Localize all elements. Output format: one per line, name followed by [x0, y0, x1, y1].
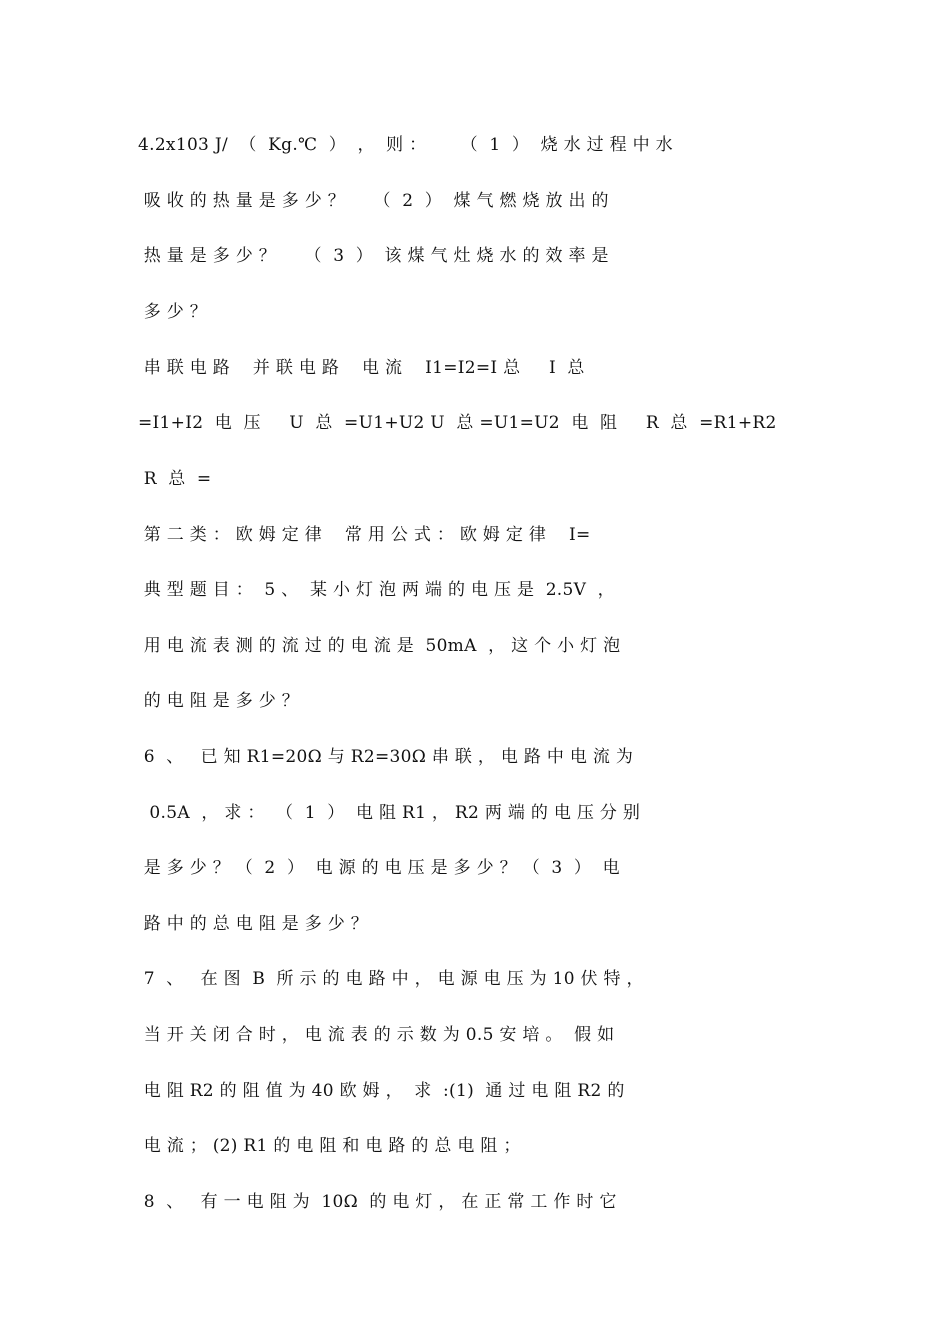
text-line-11: 的 电 阻 是 多 少 ？	[138, 691, 300, 711]
text-line-8: 第 二 类 ： 欧 姆 定 律 常 用 公 式 ： 欧 姆 定 律 I=	[138, 525, 591, 545]
text-line-13: 0.5A ， 求 ： （ 1 ） 电 阻 R1 ， R2 两 端 的 电 压 分 别	[138, 803, 641, 823]
text-line-16: 7 、 在 图 B 所 示 的 电 路 中 ， 电 源 电 压 为 10 伏 特 ，	[138, 969, 644, 989]
text-line-1: 4.2x103 J/ （ Kg.℃ ） ， 则 ： （ 1 ） 烧 水 过 程 中 水	[138, 135, 673, 155]
text-line-6: =I1+I2 电 压 U 总 =U1+U2 U 总 =U1=U2 电 阻 R 总 =R1+R2	[138, 413, 777, 433]
text-line-3: 热 量 是 多 少 ？ （ 3 ） 该 煤 气 灶 烧 水 的 效 率 是	[138, 246, 609, 266]
text-line-15: 路 中 的 总 电 阻 是 多 少 ？	[138, 914, 369, 934]
text-line-17: 当 开 关 闭 合 时 ， 电 流 表 的 示 数 为 0.5 安 培 。 假 如	[138, 1025, 615, 1045]
text-line-2: 吸 收 的 热 量 是 多 少 ？ （ 2 ） 煤 气 燃 烧 放 出 的	[138, 191, 609, 211]
text-line-12: 6 、 已 知 R1=20Ω 与 R2=30Ω 串 联 ， 电 路 中 电 流 为	[138, 747, 634, 767]
text-line-7: R 总 =	[138, 469, 212, 489]
text-line-19: 电 流 ； (2) R1 的 电 阻 和 电 路 的 总 电 阻 ；	[138, 1136, 521, 1156]
text-line-4: 多 少 ？	[138, 302, 208, 322]
text-line-9: 典 型 题 目 ： 5 、 某 小 灯 泡 两 端 的 电 压 是 2.5V ，	[138, 580, 615, 600]
text-line-14: 是 多 少 ？ （ 2 ） 电 源 的 电 压 是 多 少 ？ （ 3 ） 电	[138, 858, 620, 878]
text-line-18: 电 阻 R2 的 阻 值 为 40 欧 姆 ， 求 :(1) 通 过 电 阻 R2 的	[138, 1081, 625, 1101]
text-line-5: 串 联 电 路 并 联 电 路 电 流 I1=I2=I 总 I 总	[138, 358, 585, 378]
text-line-20: 8 、 有 一 电 阻 为 10Ω 的 电 灯 ， 在 正 常 工 作 时 它	[138, 1192, 617, 1212]
text-line-10: 用 电 流 表 测 的 流 过 的 电 流 是 50mA ， 这 个 小 灯 泡	[138, 636, 621, 656]
